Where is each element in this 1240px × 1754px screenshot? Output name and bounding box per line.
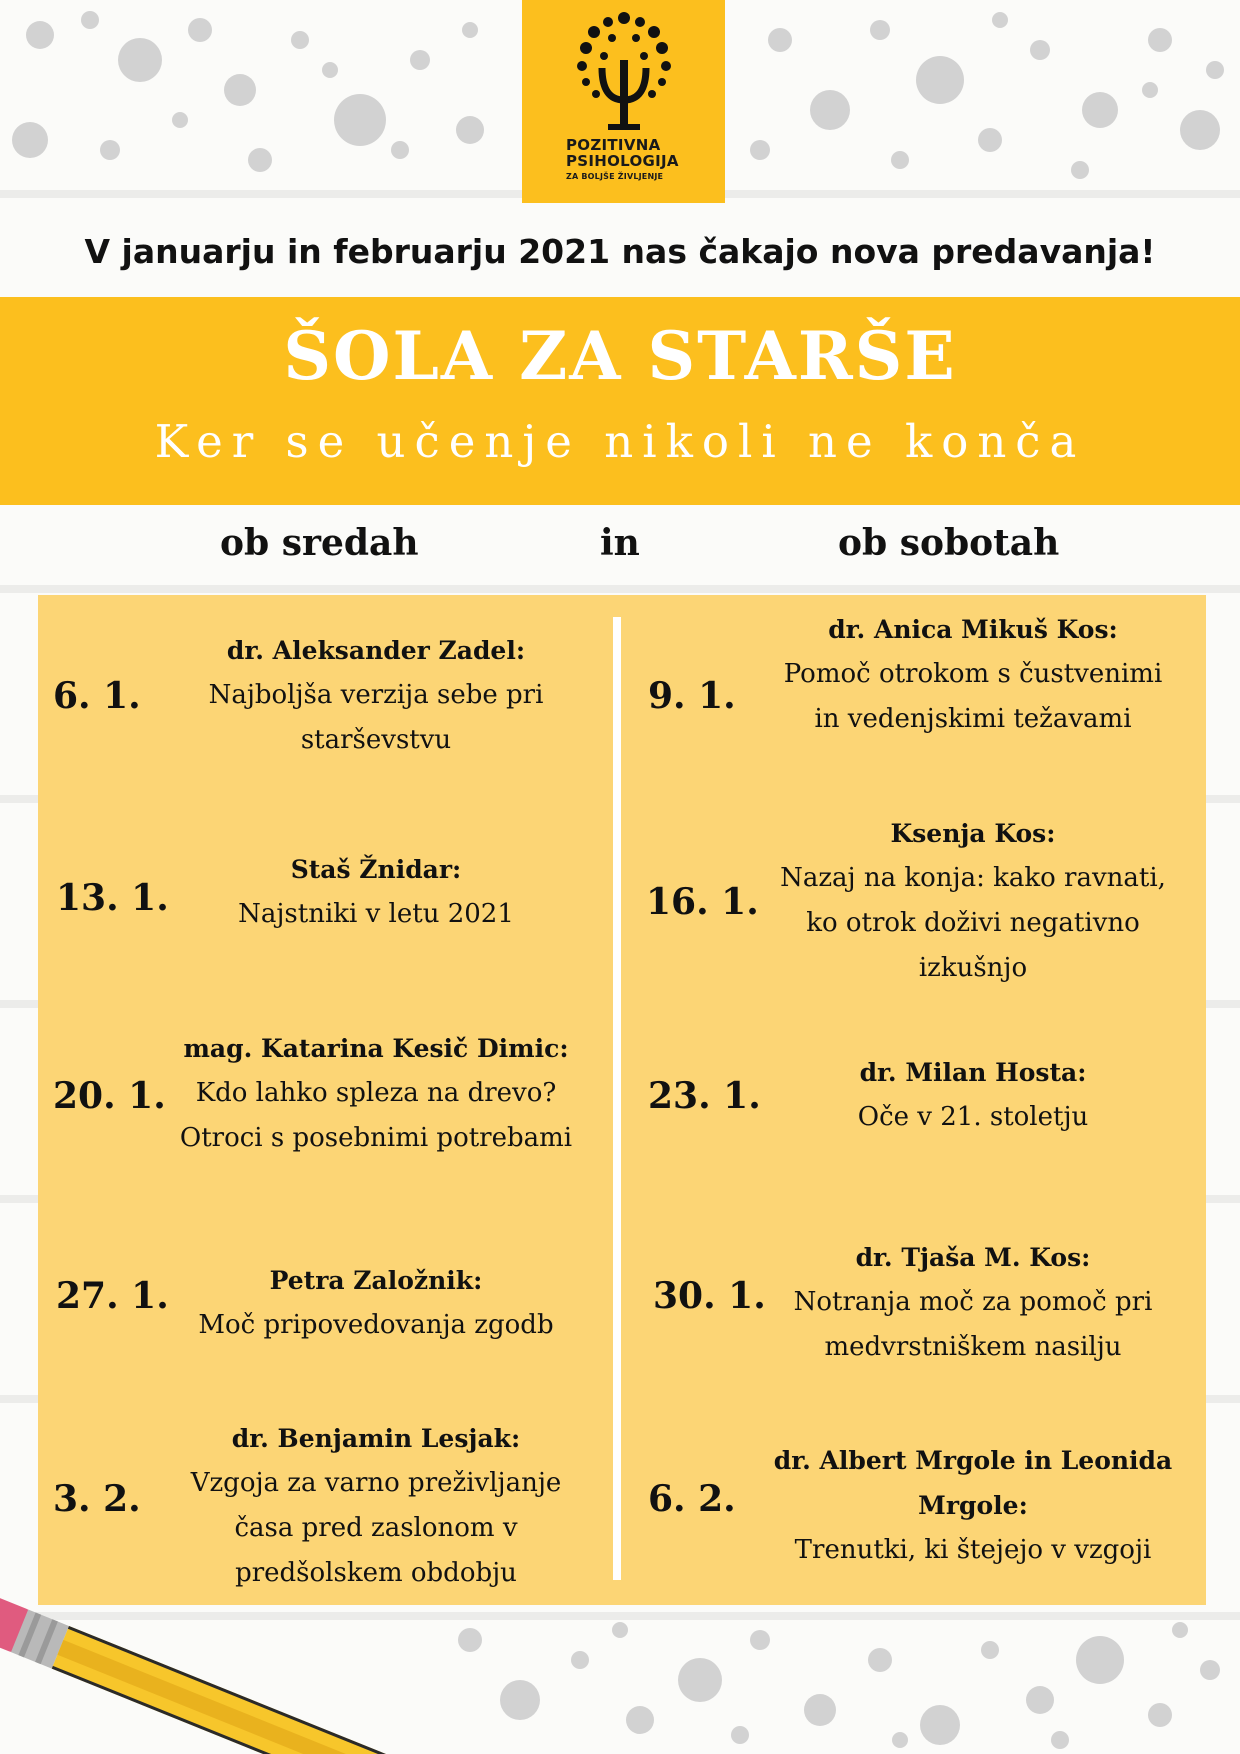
- title-banner: [0, 297, 1240, 505]
- decorative-dot: [1148, 28, 1172, 52]
- decorative-dot: [804, 1694, 836, 1726]
- decorative-dot: [1142, 82, 1158, 98]
- lecture-speaker: Petra Založnik:: [269, 1266, 483, 1295]
- decorative-dot: [12, 122, 48, 158]
- decorative-dot: [571, 1651, 589, 1669]
- lecture-topic: Oče v 21. stoletju: [857, 1102, 1089, 1132]
- schedule-panel: [38, 595, 1206, 1605]
- lecture-topic: Vzgoja za varno preživljanje časa pred zaslonom v predšolskem obdobju: [190, 1468, 562, 1588]
- lecture-date: 6. 1.: [53, 675, 141, 717]
- lecture-speaker: Ksenja Kos:: [890, 819, 1056, 848]
- lecture-speaker: dr. Milan Hosta:: [859, 1058, 1087, 1087]
- lecture-speaker: dr. Anica Mikuš Kos:: [828, 615, 1118, 644]
- decorative-dot: [118, 38, 162, 82]
- column-heading-wednesdays: ob sredah: [220, 522, 419, 564]
- decorative-dot: [678, 1658, 722, 1702]
- decorative-dot: [462, 22, 478, 38]
- column-heading-saturdays: ob sobotah: [838, 522, 1060, 564]
- decorative-dot: [391, 141, 409, 159]
- lecture-entry: [763, 1438, 1183, 1573]
- schedule-row: [38, 595, 1206, 795]
- column-heading-joiner: in: [600, 522, 640, 564]
- decorative-dot: [1051, 1731, 1069, 1749]
- lecture-entry: [164, 1026, 588, 1161]
- tree-psi-icon: [564, 8, 684, 136]
- decorative-dot: [322, 62, 338, 78]
- page-subtitle: Ker se učenje nikoli ne konča: [154, 415, 1086, 468]
- decorative-dot: [172, 112, 188, 128]
- decorative-dot: [100, 140, 120, 160]
- schedule-row: [38, 995, 1206, 1195]
- decorative-dot: [224, 74, 256, 106]
- logo: [522, 0, 725, 203]
- lecture-speaker: dr. Aleksander Zadel:: [226, 636, 526, 665]
- decorative-dot: [1180, 110, 1220, 150]
- lecture-speaker: dr. Albert Mrgole in Leonida Mrgole:: [773, 1446, 1173, 1520]
- decorative-dot: [1172, 1622, 1188, 1638]
- lecture-topic: Najboljša verzija sebe pri starševstvu: [208, 680, 544, 755]
- decorative-dot: [750, 1630, 770, 1650]
- decorative-dot: [626, 1706, 654, 1734]
- decorative-dot: [750, 140, 770, 160]
- lecture-topic: Trenutki, ki štejejo v vzgoji: [794, 1535, 1152, 1565]
- logo-text-line3: ZA BOLJŠE ŽIVLJENJE: [566, 171, 664, 181]
- decorative-dot: [892, 1732, 908, 1748]
- lecture-date: 23. 1.: [648, 1075, 761, 1117]
- decorative-dot: [1030, 40, 1050, 60]
- decorative-dot: [810, 90, 850, 130]
- lecture-date: 27. 1.: [56, 1275, 169, 1317]
- lecture-entry: [773, 607, 1173, 742]
- logo-text-line2: PSIHOLOGIJA: [566, 151, 679, 170]
- decorative-dot: [1071, 161, 1089, 179]
- decorative-dot: [456, 116, 484, 144]
- schedule-row: [38, 795, 1206, 995]
- lecture-date: 13. 1.: [56, 877, 169, 919]
- lecture-entry: [176, 628, 576, 763]
- decorative-dot: [410, 50, 430, 70]
- decorative-dot: [870, 20, 890, 40]
- lecture-date: 9. 1.: [648, 675, 736, 717]
- lecture-date: 6. 2.: [648, 1478, 736, 1520]
- lecture-topic: Nazaj na konja: kako ravnati, ko otrok doživi negativno izkušnjo: [780, 863, 1166, 983]
- decorative-dot: [731, 1726, 749, 1744]
- lecture-speaker: dr. Benjamin Lesjak:: [231, 1424, 521, 1453]
- lecture-speaker: dr. Tjaša M. Kos:: [855, 1243, 1091, 1272]
- decorative-dot: [978, 128, 1002, 152]
- logo-text-line1: POZITIVNA: [566, 136, 661, 154]
- lecture-date: 16. 1.: [646, 881, 759, 923]
- decorative-dot: [1148, 1703, 1172, 1727]
- page-title: ŠOLA ZA STARŠE: [283, 317, 957, 395]
- background-rule: [0, 585, 1240, 593]
- lecture-date: 30. 1.: [653, 1275, 766, 1317]
- lecture-date: 3. 2.: [53, 1478, 141, 1520]
- decorative-dot: [334, 94, 386, 146]
- decorative-dot: [248, 148, 272, 172]
- lecture-entry: [176, 1258, 576, 1348]
- decorative-dot: [1082, 92, 1118, 128]
- decorative-dot: [26, 21, 54, 49]
- column-divider: [613, 617, 621, 1580]
- lecture-date: 20. 1.: [53, 1075, 166, 1117]
- intro-heading: V januarju in februarju 2021 nas čakajo nova predavanja!: [84, 232, 1156, 271]
- lecture-topic: Pomoč otrokom s čustvenimi in vedenjskimi težavami: [783, 659, 1163, 734]
- decorative-dot: [768, 28, 792, 52]
- decorative-dot: [920, 1705, 960, 1745]
- decorative-dot: [81, 11, 99, 29]
- lecture-entry: [773, 811, 1173, 991]
- lecture-speaker: mag. Katarina Kesič Dimic:: [183, 1034, 569, 1063]
- lecture-entry: [176, 847, 576, 937]
- lecture-topic: Moč pripovedovanja zgodb: [198, 1310, 554, 1340]
- lecture-speaker: Staš Žnidar:: [290, 855, 462, 884]
- lecture-entry: [773, 1050, 1173, 1140]
- lecture-topic: Notranja moč za pomoč pri medvrstniškem nasilju: [793, 1287, 1153, 1362]
- decorative-dot: [1200, 1660, 1220, 1680]
- decorative-dot: [1076, 1636, 1124, 1684]
- decorative-dot: [612, 1622, 628, 1638]
- decorative-dot: [188, 18, 212, 42]
- decorative-dot: [1026, 1686, 1054, 1714]
- decorative-dot: [981, 1641, 999, 1659]
- decorative-dot: [868, 1648, 892, 1672]
- lecture-topic: Najstniki v letu 2021: [238, 899, 514, 929]
- pencil-icon: [0, 1560, 560, 1754]
- decorative-dot: [1206, 61, 1224, 79]
- decorative-dot: [291, 31, 309, 49]
- lecture-topic: Kdo lahko spleza na drevo? Otroci s posebnimi potrebami: [179, 1078, 573, 1153]
- lecture-entry: [773, 1235, 1173, 1370]
- decorative-dot: [916, 56, 964, 104]
- decorative-dot: [992, 12, 1008, 28]
- schedule-row: [38, 1195, 1206, 1395]
- decorative-dot: [891, 151, 909, 169]
